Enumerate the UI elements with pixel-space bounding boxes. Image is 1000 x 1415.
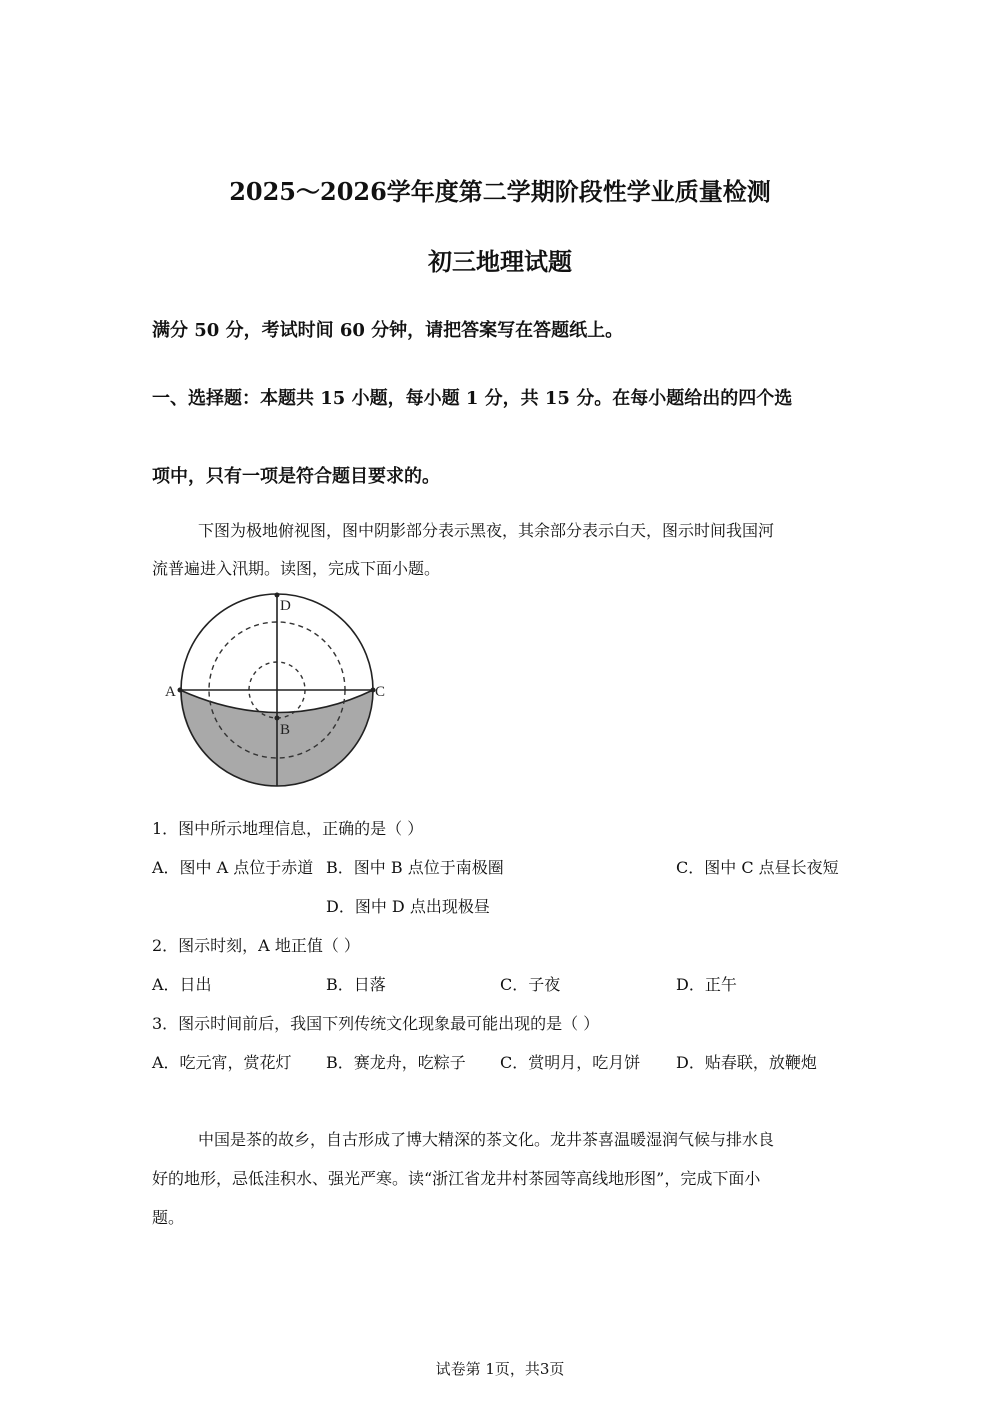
label-c: C <box>375 684 386 700</box>
q3-option-c: C．赏明月，吃月饼 <box>500 1053 641 1072</box>
q2-option-d: D．正午 <box>676 975 737 994</box>
passage1-line1: 下图为极地俯视图，图中阴影部分表示黑夜，其余部分表示白天，图示时间我国河 <box>198 521 775 540</box>
exam-title: 2025～2026学年度第二学期阶段性学业质量检测 <box>229 177 771 206</box>
q1-option-d: D．图中 D 点出现极昼 <box>326 897 490 916</box>
point-a <box>178 688 183 693</box>
polar-view-diagram <box>162 590 392 790</box>
passage1-line2: 流普遍进入汛期。读图，完成下面小题。 <box>152 559 441 578</box>
q1-stem: 1．图中所示地理信息，正确的是（ ） <box>152 819 424 838</box>
page-number: 试卷第 1页，共3页 <box>435 1360 565 1378</box>
q1-option-c: C．图中 C 点昼长夜短 <box>676 858 839 877</box>
q2-option-c: C．子夜 <box>500 975 561 994</box>
q3-stem: 3．图示时间前后，我国下列传统文化现象最可能出现的是（ ） <box>152 1014 600 1033</box>
label-a: A <box>165 684 176 700</box>
q3-option-a: A．吃元宵，赏花灯 <box>152 1053 292 1072</box>
exam-subtitle: 初三地理试题 <box>428 247 572 276</box>
q1-option-b: B．图中 B 点位于南极圈 <box>326 858 504 877</box>
q2-stem: 2．图示时刻，A 地正值（ ） <box>152 936 360 955</box>
passage2-line2: 好的地形，忌低洼积水、强光严寒。读“浙江省龙井村茶园等高线地形图”，完成下面小 <box>152 1169 761 1188</box>
passage2-line1: 中国是茶的故乡，自古形成了博大精深的茶文化。龙井茶喜温暖湿润气候与排水良 <box>198 1130 775 1149</box>
q2-option-b: B．日落 <box>326 975 386 994</box>
point-d <box>275 593 280 598</box>
point-b <box>275 716 280 721</box>
label-d: D <box>280 598 291 614</box>
q3-option-b: B．赛龙舟，吃粽子 <box>326 1053 466 1072</box>
passage2-line3: 题。 <box>152 1208 185 1227</box>
section-heading-line2: 项中，只有一项是符合题目要求的。 <box>152 466 440 487</box>
q3-option-d: D．贴春联，放鞭炮 <box>676 1053 817 1072</box>
section-heading-line1: 一、选择题：本题共 15 小题，每小题 1 分，共 15 分。在每小题给出的四个选 <box>152 388 793 409</box>
label-b: B <box>280 722 291 738</box>
q2-option-a: A．日出 <box>152 975 212 994</box>
q1-option-a: A．图中 A 点位于赤道 <box>152 858 314 877</box>
instructions: 满分 50 分，考试时间 60 分钟，请把答案写在答题纸上。 <box>152 320 624 341</box>
polar-view-figure <box>162 590 392 790</box>
